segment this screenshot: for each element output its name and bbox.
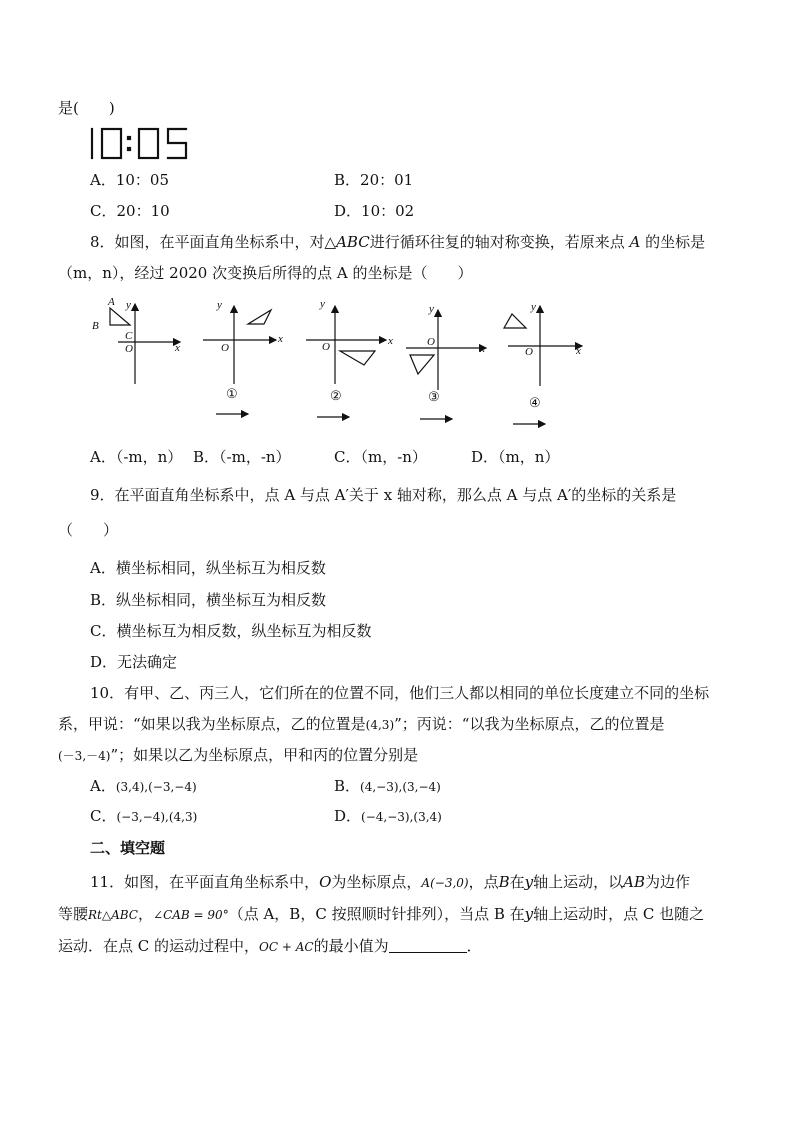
q8-step-3: ③ — [428, 389, 440, 404]
q10-stem-line2: 系，甲说：“如果以我为坐标原点，乙的位置是(4,3)”；丙说：“以我为坐标原点，乙的位置是 — [58, 715, 665, 733]
q8-option-b[interactable]: B．（-m，-n） — [193, 448, 291, 466]
q10-option-c[interactable]: C．(−3,−4),(4,3) — [90, 807, 198, 825]
q9-stem-line1: 9．在平面直角坐标系中，点 A 与点 A′关于 x 轴对称，那么点 A 与点 A′的坐标的关系是 — [90, 486, 677, 504]
q8-label-a: A — [108, 296, 115, 308]
q7-option-a[interactable]: A．10：05 — [90, 171, 170, 189]
q8-label-x3: x — [480, 343, 485, 355]
q8-step-4: ④ — [529, 395, 541, 410]
q11-stem-line3: 运动．在点 C 的运动过程中，OC + AC的最小值为 ． — [58, 937, 482, 955]
q11-answer-blank[interactable] — [389, 937, 467, 953]
q8-transform-figure — [88, 292, 588, 432]
q9-option-a[interactable]: A．横坐标相同，纵坐标互为相反数 — [90, 559, 326, 577]
q8-label-y4: y — [531, 301, 536, 313]
q7-option-b[interactable]: B．20：01 — [334, 171, 414, 189]
q8-stem-line2: （m，n），经过 2020 次变换后所得的点 A 的坐标是（ ） — [58, 264, 473, 282]
q7-tail: 是( ) — [58, 99, 115, 117]
q8-label-y1: y — [217, 299, 222, 311]
q9-option-c[interactable]: C．横坐标互为相反数，纵坐标互为相反数 — [90, 622, 372, 640]
q8-label-x2: x — [388, 335, 393, 347]
q8-option-a[interactable]: A．（-m，n） — [90, 448, 183, 466]
q7-option-d[interactable]: D．10：02 — [334, 202, 415, 220]
q8-label-y0: y — [126, 299, 131, 311]
q8-label-x1: x — [278, 333, 283, 345]
q8-label-o0: O — [125, 343, 133, 355]
q8-label-x4: x — [576, 345, 581, 357]
q9-option-d[interactable]: D．无法确定 — [90, 653, 178, 671]
q7-option-c[interactable]: C．20：10 — [90, 202, 170, 220]
q10-option-a[interactable]: A．(3,4),(−3,−4) — [90, 777, 197, 795]
q10-option-d[interactable]: D．(−4,−3),(3,4) — [334, 807, 442, 825]
section-title-fill-in: 二、填空题 — [90, 839, 166, 857]
q10-stem-line3: (－3,－4)”；如果以乙为坐标原点，甲和丙的位置分别是 — [58, 746, 419, 764]
q8-label-o1: O — [221, 342, 229, 354]
q9-stem-line2: （ ） — [58, 521, 119, 539]
q8-step-1: ① — [226, 386, 238, 401]
q9-option-b[interactable]: B．纵坐标相同，横坐标互为相反数 — [90, 591, 327, 609]
q8-option-d[interactable]: D．（m，n） — [471, 448, 560, 466]
q8-label-c: C — [125, 330, 133, 342]
q8-option-c[interactable]: C．（m，-n） — [334, 448, 427, 466]
q8-stem-line1: 8．如图，在平面直角坐标系中，对△ABC进行循环往复的轴对称变换，若原来点 A 的坐标是 — [90, 233, 706, 251]
q10-option-b[interactable]: B．(4,−3),(3,−4) — [334, 777, 441, 795]
q8-label-o2: O — [322, 341, 330, 353]
q11-stem-line1: 11．如图，在平面直角坐标系中，O为坐标原点，A(−3,0)，点B在y轴上运动，以AB为边作 — [90, 873, 691, 891]
q8-label-b: B — [92, 320, 99, 332]
q8-step-2: ② — [330, 388, 342, 403]
q8-label-y2: y — [320, 298, 325, 310]
q8-label-o3: O — [427, 336, 435, 348]
q8-label-o4: O — [525, 346, 533, 358]
q7-clock-figure — [84, 126, 194, 162]
q11-stem-line2: 等腰Rt△ABC，∠CAB = 90°（点 A，B，C 按照顺时针排列），当点 B 在y轴上运动时，点 C 也随之 — [58, 905, 705, 923]
q10-stem-line1: 10．有甲、乙、丙三人，它们所在的位置不同，他们三人都以相同的单位长度建立不同的坐标 — [90, 684, 710, 702]
q8-label-y3: y — [429, 303, 434, 315]
q8-label-x0: x — [175, 342, 180, 354]
